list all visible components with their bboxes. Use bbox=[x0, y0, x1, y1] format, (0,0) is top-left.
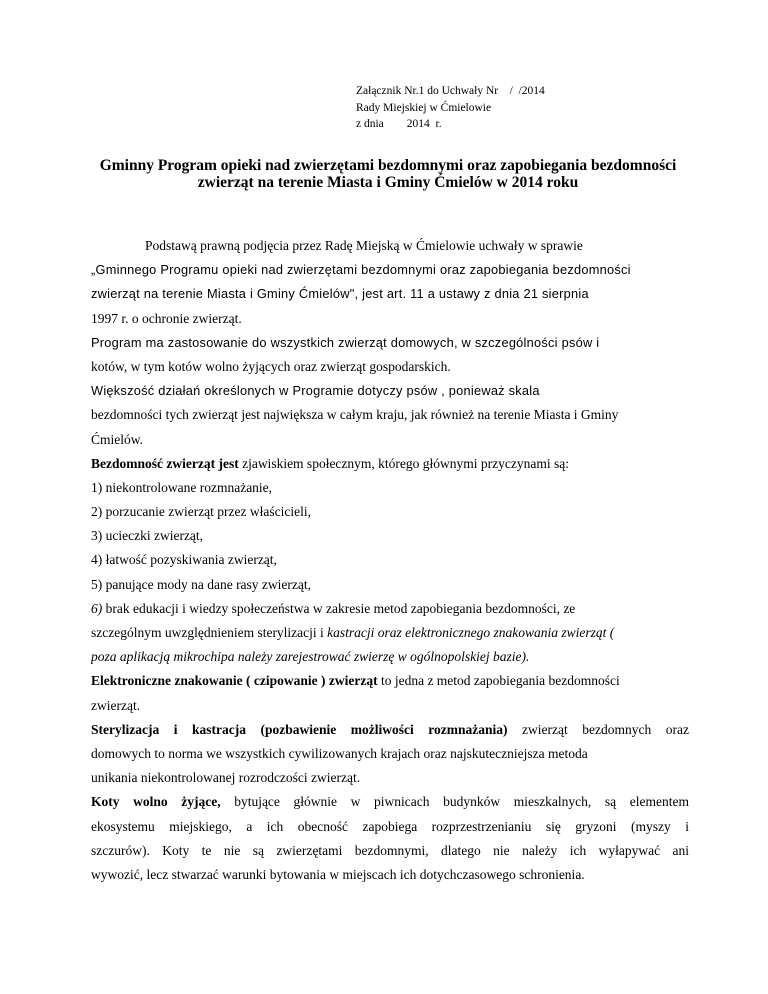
list-item-line bbox=[91, 621, 689, 645]
text-span: zwierząt bezdomnych oraz bbox=[507, 721, 689, 737]
title-line: zwierząt na terenie Miasta i Gminy Ćmielów w 2014 roku bbox=[197, 174, 579, 191]
list-number: 6) bbox=[91, 600, 103, 616]
paragraph-line: bezdomności tych zwierząt jest największa w całym kraju, jak również na terenie Miasta i Gminy bbox=[91, 407, 619, 423]
list-item: 1) niekontrolowane rozmnażanie, bbox=[91, 479, 273, 495]
paragraph-line: wywozić, lecz stwarzać warunki bytowania w miejscach ich dotychczasowego schronienia. bbox=[91, 866, 585, 882]
list-item-line bbox=[91, 645, 689, 669]
annex-line: Załącznik Nr.1 do Uchwały Nr / /2014 bbox=[356, 85, 545, 97]
list-item: 3) ucieczki zwierząt, bbox=[91, 528, 204, 544]
text-span: szczególnym uwzględnieniem sterylizacji i bbox=[91, 625, 328, 640]
document-body bbox=[91, 234, 689, 887]
paragraph-line: „Gminnego Programu opieki nad zwierzętami bezdomnymi oraz zapobiegania bezdomności bbox=[91, 262, 631, 278]
title-line: Gminny Program opieki nad zwierzętami bezdomnymi oraz zapobiegania bezdomności bbox=[99, 157, 677, 174]
text-span: bytujące głównie w piwnicach budynków mieszkalnych, są elementem bbox=[220, 794, 689, 810]
bold-phrase: Elektroniczne znakowanie ( czipowanie ) zwierząt bbox=[91, 673, 378, 689]
bold-phrase: Bezdomność zwierząt jest bbox=[91, 455, 239, 471]
list-item bbox=[91, 597, 689, 621]
list-item: 4) łatwość pozyskiwania zwierząt, bbox=[91, 552, 277, 568]
paragraph-line bbox=[91, 718, 689, 742]
bold-phrase: Sterylizacja i kastracja (pozbawienie możliwości rozmnażania) bbox=[91, 721, 508, 737]
document-title bbox=[90, 157, 686, 191]
paragraph-line: 1997 r. o ochronie zwierząt. bbox=[91, 310, 242, 326]
paragraph-line: szczurów). Koty te nie są zwierzętami bezdomnymi, dlatego nie należy ich wyłapywać ani bbox=[91, 842, 689, 858]
text-span: brak edukacji i wiedzy społeczeństwa w zakresie metod zapobiegania bezdomności, ze bbox=[102, 600, 576, 616]
list-item: 2) porzucanie zwierząt przez właścicieli, bbox=[91, 504, 311, 520]
list-item: 5) panujące mody na dane rasy zwierząt, bbox=[91, 576, 312, 592]
paragraph-line: zwierząt na terenie Miasta i Gminy Ćmielów", jest art. 11 a ustawy z dnia 21 sierpnia bbox=[91, 286, 589, 302]
italic-phrase: kastracji oraz elektronicznego znakowania zwierząt ( bbox=[327, 625, 615, 640]
paragraph-line: zwierząt. bbox=[91, 697, 141, 713]
annex-header bbox=[356, 83, 545, 133]
paragraph-line: Program ma zastosowanie do wszystkich zwierząt domowych, w szczególności psów i bbox=[91, 334, 600, 350]
text-span: to jedna z metod zapobiegania bezdomności bbox=[377, 673, 620, 689]
text-span: zjawiskiem społecznym, którego głównymi przyczynami są: bbox=[238, 455, 569, 471]
paragraph-line: Ćmielów. bbox=[91, 431, 143, 447]
paragraph-line bbox=[91, 452, 689, 476]
paragraph-line: Większość działań określonych w Programie dotyczy psów , ponieważ skala bbox=[91, 383, 540, 399]
paragraph-line: ekosystemu miejskiego, a ich obecność zapobiega rozprzestrzenianiu się gryzoni (myszy i bbox=[91, 818, 689, 834]
paragraph-line: Podstawą prawną podjęcia przez Radę Miejską w Ćmielowie uchwały w sprawie bbox=[145, 238, 583, 253]
annex-line: Rady Miejskiej w Ćmielowie bbox=[356, 101, 492, 114]
bold-phrase: Koty wolno żyjące, bbox=[91, 794, 221, 810]
paragraph-line bbox=[91, 669, 689, 693]
italic-phrase: poza aplikacją mikrochipa należy zarejestrować zwierzę w ogólnopolskiej bazie). bbox=[91, 649, 530, 665]
paragraph-line: domowych to norma we wszystkich cywilizowanych krajach oraz najskuteczniejsza metoda bbox=[91, 745, 588, 761]
paragraph-line: unikania niekontrolowanej rozrodczości zwierząt. bbox=[91, 770, 361, 786]
paragraph-line: kotów, w tym kotów wolno żyjących oraz zwierząt gospodarskich. bbox=[91, 358, 451, 374]
paragraph-line bbox=[91, 790, 689, 814]
annex-line: z dnia 2014 r. bbox=[356, 118, 442, 130]
